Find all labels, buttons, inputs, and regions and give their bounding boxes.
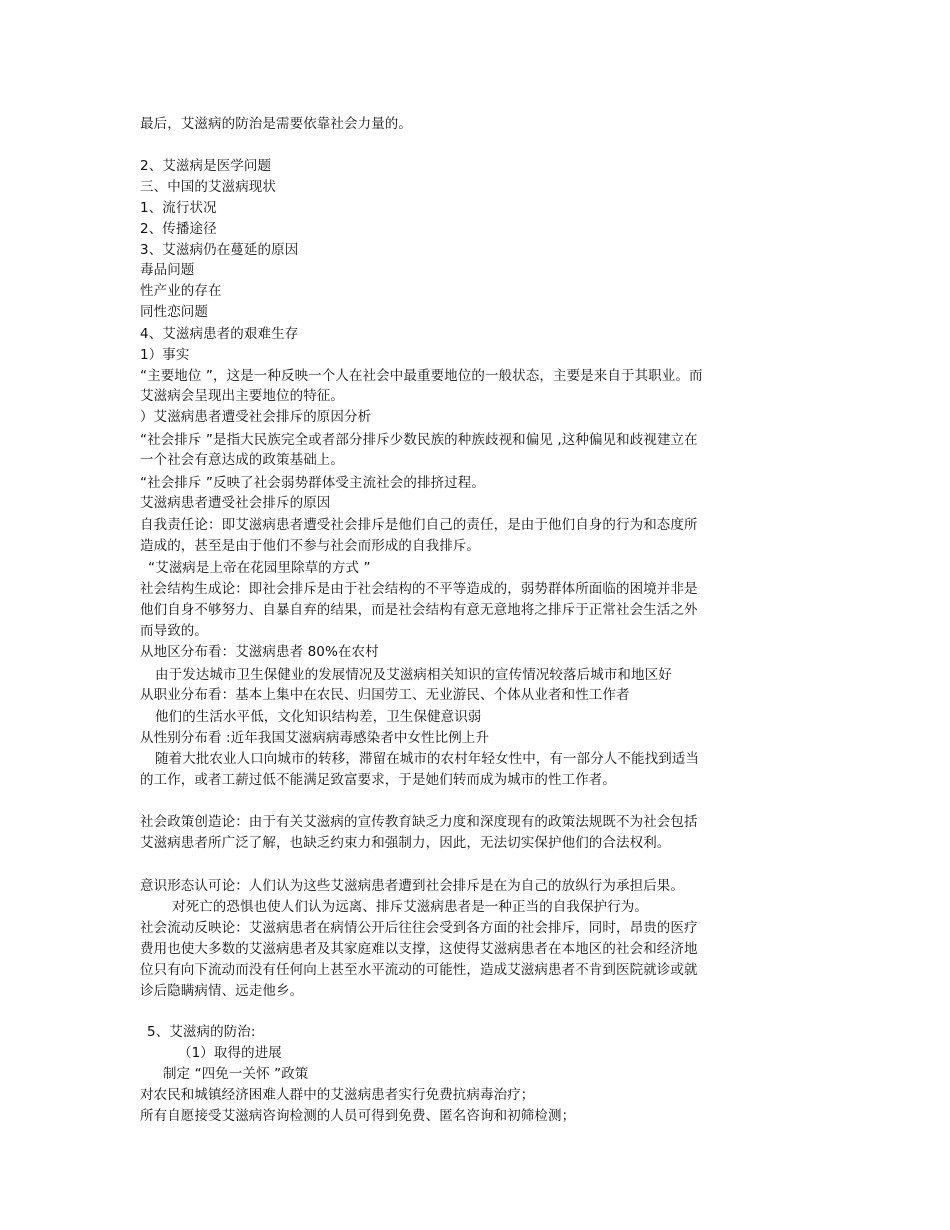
text-line: 造成的，甚至是由于他们不参与社会而形成的自我排斥。 [140, 538, 480, 554]
text-line: 5、艾滋病的防治: [147, 1024, 256, 1040]
text-line: 艾滋病患者所广泛了解，也缺乏约束力和强制力，因此，无法切实保护他们的合法权利。 [140, 835, 671, 851]
text-line: 4、艾滋病患者的艰难生存 [140, 326, 299, 342]
text-line: 社会政策创造论：由于有关艾滋病的宣传教育缺乏力度和深度现有的政策法规既不为社会包括 [140, 814, 698, 830]
text-line: 意识形态认可论：人们认为这些艾滋病患者遭到社会排斥是在为自己的放纵行为承担后果。 [140, 878, 684, 894]
text-line: 社会流动反映论：艾滋病患者在病情公开后往往会受到各方面的社会排斥，同时，昂贵的医疗 [140, 920, 698, 936]
text-line: 他们自身不够努力、自暴自弃的结果，而是社会结构有意无意地将之排斥于正常社会生活之外 [140, 602, 698, 618]
text-line: 而导致的。 [140, 623, 208, 639]
text-line: 艾滋病会呈现出主要地位的特征。 [140, 388, 344, 404]
text-line: 费用也使大多数的艾滋病患者及其家庭难以支撑，这使得艾滋病患者在本地区的社会和经济地 [140, 941, 698, 957]
text-line: 从地区分布看：艾滋病患者 80%在农村 [140, 644, 379, 660]
text-line: 3、艾滋病仍在蔓延的原因 [140, 242, 299, 258]
text-line: 自我责任论：即艾滋病患者遭受社会排斥是他们自己的责任，是由于他们自身的行为和态度所 [140, 517, 698, 533]
text-line: 的工作，或者工薪过低不能满足致富要求，于是她们转而成为城市的性工作者。 [140, 772, 616, 788]
text-line: 1、流行状况 [140, 200, 217, 216]
text-line: （1）取得的进展 [178, 1045, 282, 1061]
text-line: 社会结构生成论：即社会排斥是由于社会结构的不平等造成的，弱势群体所面临的困境并非是 [140, 581, 698, 597]
text-line: 对死亡的恐惧也使人们认为远离、排斥艾滋病患者是一种正当的自我保护行为。 [172, 899, 648, 915]
text-line: 1）事实 [140, 347, 190, 363]
text-line: 随着大批农业人口向城市的转移，滞留在城市的农村年轻女性中，有一部分人不能找到适当 [155, 751, 699, 767]
text-line: 位只有向下流动而没有任何向上甚至水平流动的可能性，造成艾滋病患者不肯到医院就诊或就 [140, 962, 698, 978]
text-line: 由于发达城市卫生保健业的发展情况及艾滋病相关知识的宣传情况较落后城市和地区好 [155, 667, 672, 683]
text-line: 对农民和城镇经济困难人群中的艾滋病患者实行免费抗病毒治疗； [140, 1087, 535, 1103]
text-line: 从职业分布看：基本上集中在农民、归国劳工、无业游民、个体从业者和性工作者 [140, 687, 630, 703]
text-line: 艾滋病患者遭受社会排斥的原因 [140, 495, 331, 511]
text-line: “主要地位 ”，这是一种反映一个人在社会中最重要地位的一般状态，主要是来自于其职业。而 [140, 368, 703, 384]
text-line: 2、艾滋病是医学问题 [140, 158, 272, 174]
text-line: 最后，艾滋病的防治是需要依靠社会力量的。 [140, 116, 412, 132]
text-line: “社会排斥 ”反映了社会弱势群体受主流社会的排挤过程。 [140, 475, 485, 491]
text-line: 性产业的存在 [140, 283, 222, 299]
text-line: “艾滋病是上帝在花园里除草的方式 ” [148, 560, 371, 576]
text-line: 同性恋问题 [140, 304, 208, 320]
text-line: 所有自愿接受艾滋病咨询检测的人员可得到免费、匿名咨询和初筛检测； [140, 1108, 576, 1124]
text-line: 2、传播途径 [140, 221, 217, 237]
text-line: 三、中国的艾滋病现状 [140, 179, 276, 195]
text-line: 他们的生活水平低，文化知识结构差，卫生保健意识弱 [155, 709, 482, 725]
text-line: 从性别分布看 :近年我国艾滋病病毒感染者中女性比例上升 [140, 730, 490, 746]
text-line: “社会排斥 ”是指大民族完全或者部分排斥少数民族的种族歧视和偏见 ,这种偏见和歧视建立在 [140, 432, 698, 448]
text-line: 制定 “四免一关怀 ”政策 [163, 1066, 309, 1082]
text-line: ）艾滋病患者遭受社会排斥的原因分析 [140, 409, 372, 425]
text-line: 毒品问题 [140, 262, 195, 278]
text-line: 诊后隐瞒病情、远走他乡。 [140, 983, 304, 999]
text-line: 一个社会有意达成的政策基础上。 [140, 452, 344, 468]
